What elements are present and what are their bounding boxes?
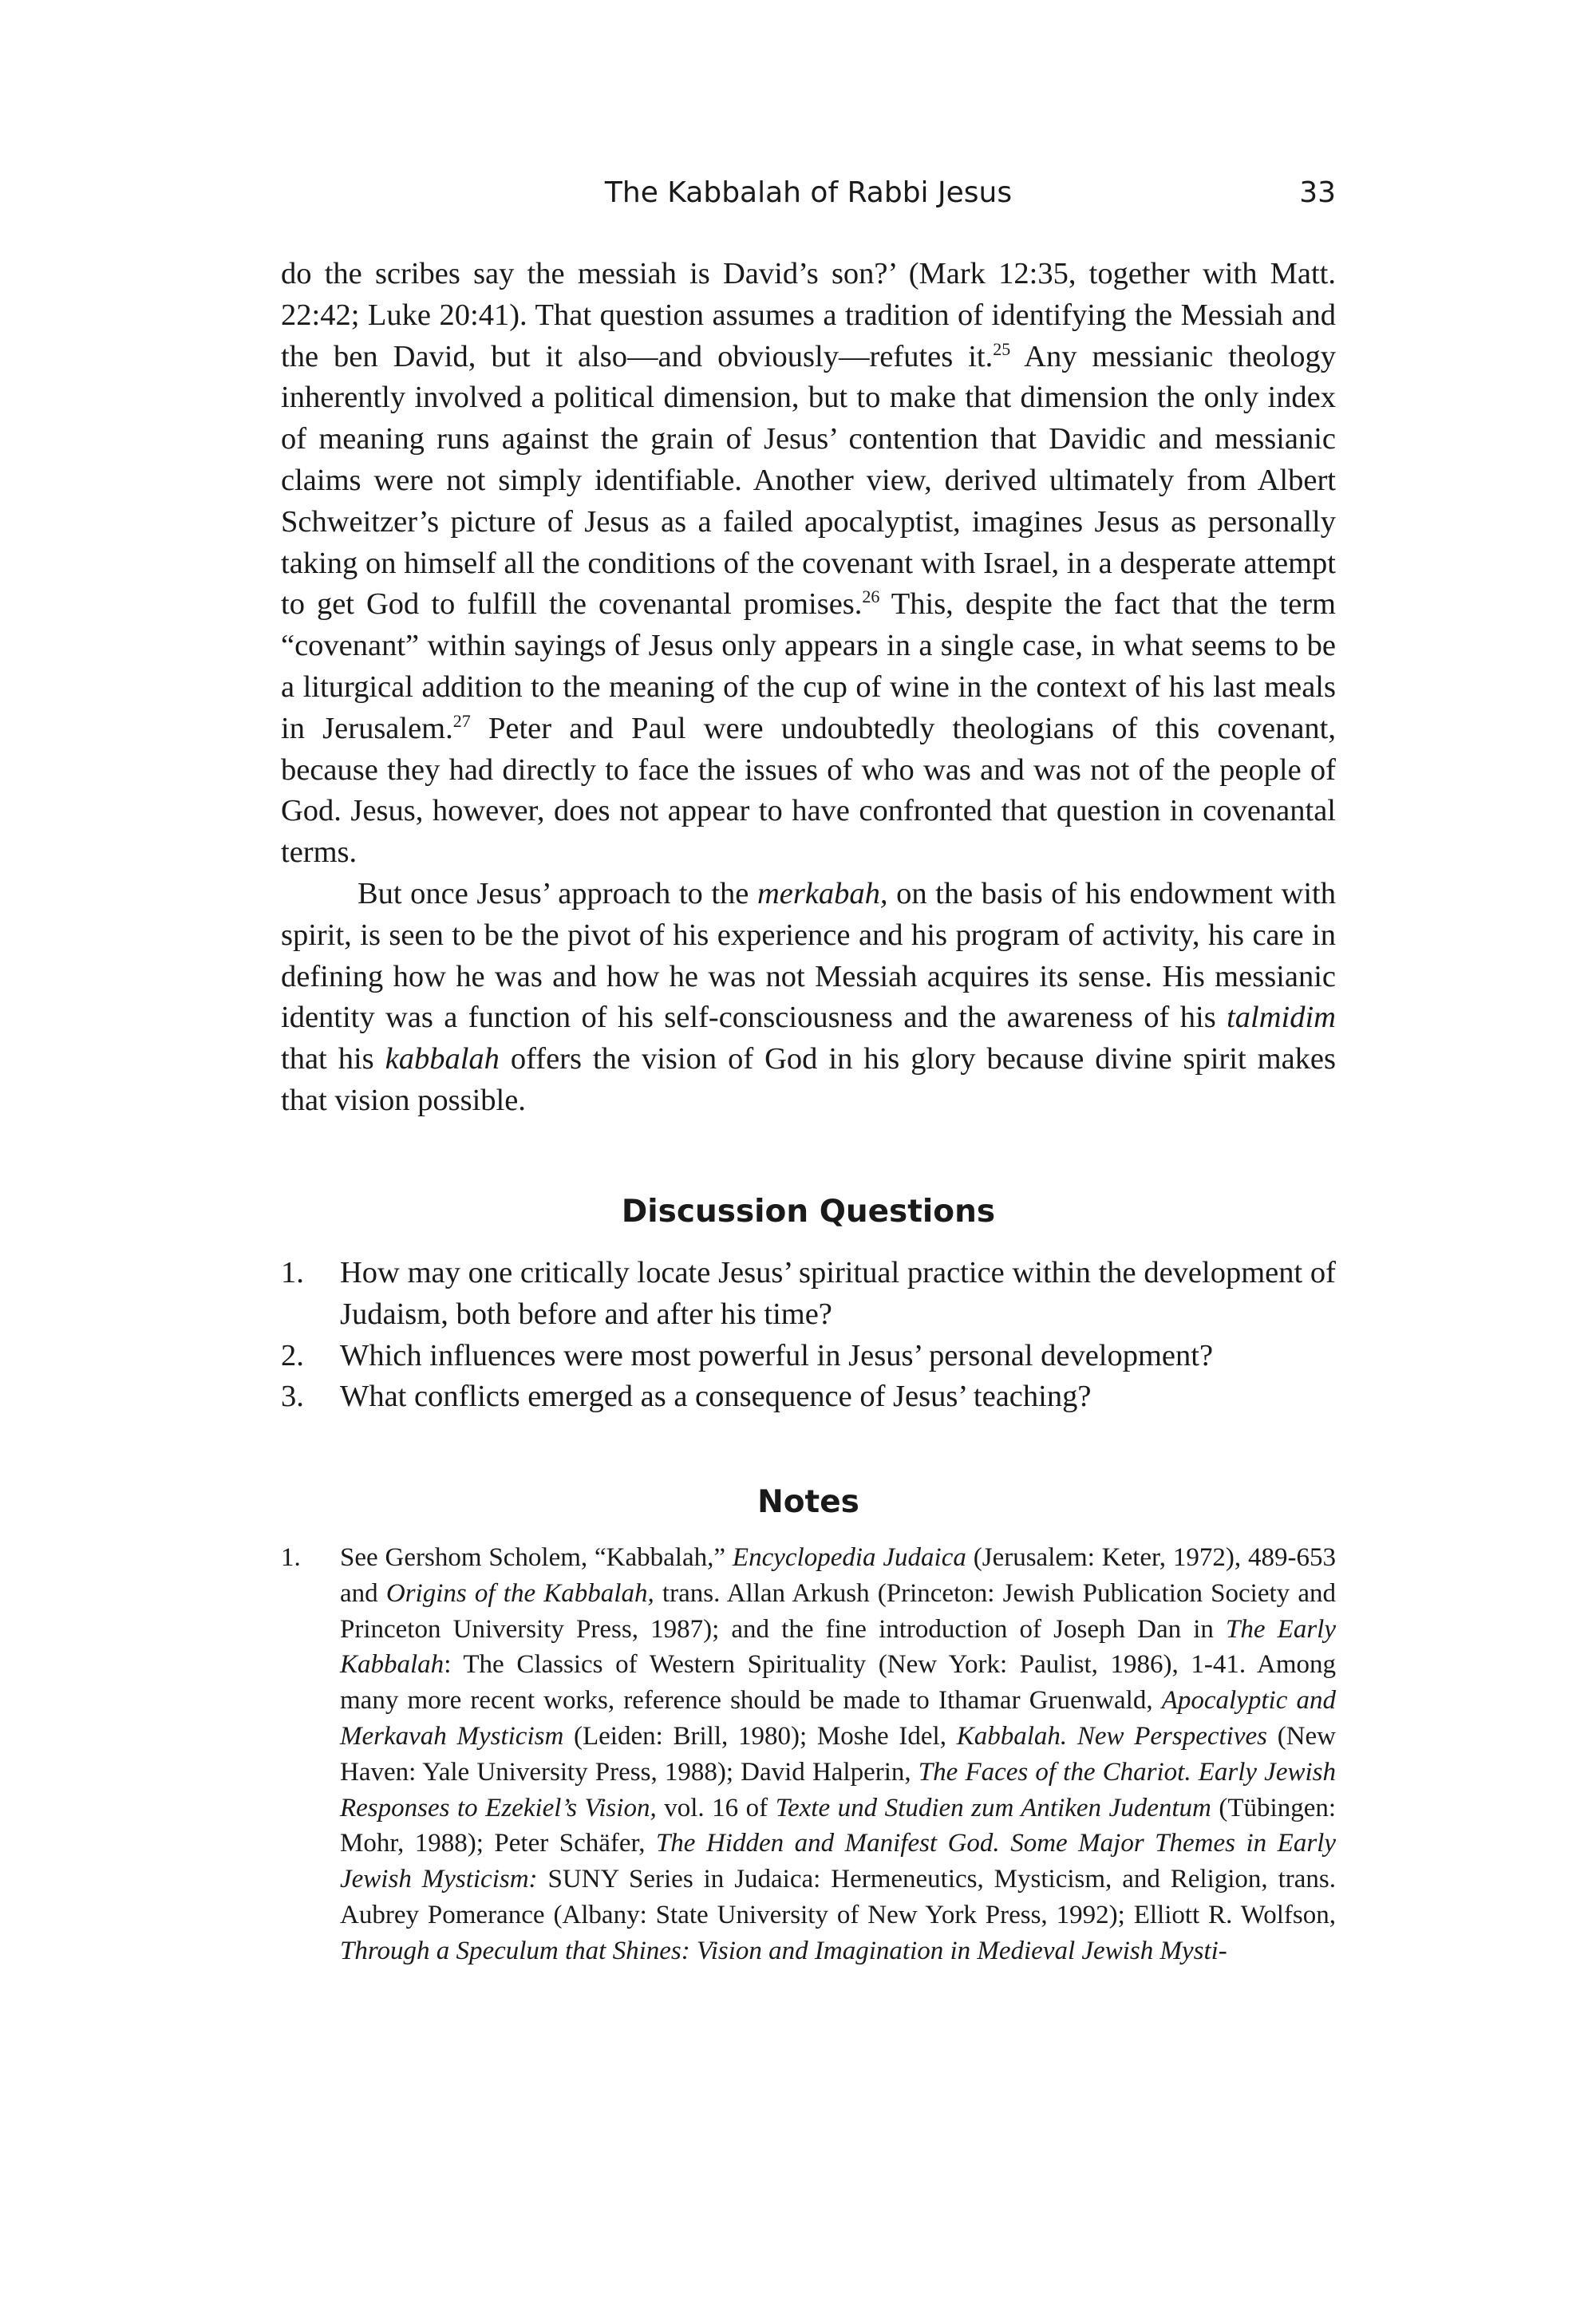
paragraph-2	[281, 874, 1336, 1122]
text-run: See Gershom Scholem, “Kabbalah,”	[340, 1543, 733, 1572]
italic-term: kabbalah	[385, 1042, 500, 1076]
note-item	[281, 1540, 1336, 1969]
item-text: What conflicts emerged as a consequence of Jesus’ teaching?	[340, 1380, 1092, 1414]
italic-title: Apocalyptic and Merkavah Mysticism	[340, 1686, 1336, 1751]
list-item	[281, 1336, 1336, 1377]
item-number: 1.	[281, 1256, 304, 1289]
list-item	[281, 1376, 1336, 1418]
notes-heading: Notes	[757, 1484, 859, 1520]
note-number: 1.	[281, 1543, 301, 1572]
text-run: (Leiden: Brill, 1980); Moshe Idel,	[563, 1721, 957, 1751]
text-run: (Tübingen: Mohr, 1988); Peter Schäfer,	[340, 1793, 1337, 1858]
text-run: (New Haven: Yale University Press, 1988); David Halperin,	[340, 1721, 1337, 1787]
footnote-ref: 25	[993, 338, 1011, 359]
notes-list	[281, 1540, 1336, 1969]
text-run: that his	[281, 1042, 385, 1076]
text-run: offers the vision of God in his glory because divine spirit makes that vision possible.	[281, 1042, 1336, 1117]
text-run: (Jerusalem: Keter, 1972), 489-653 and	[340, 1543, 1336, 1608]
item-number: 3.	[281, 1380, 304, 1414]
text-run: Any messianic theology inherently involved a political dimension, but to make that dimension the only index of meaning runs against the grain of Jesus’ contention that Davidic and messianic claims were not simply identifiable. Another view, derived ultimately from Albert Schweitzer’s picture of Jesus as a failed apocalyptist, imagines Jesus as personally taking on himself all the conditions of the covenant with Israel, in a desperate attempt to get God to fulfill the covenantal promises.	[281, 339, 1337, 622]
text-run: vol. 16 of	[656, 1793, 776, 1822]
text-run: do the scribes say the messiah is David’s son?’ (Mark 12:35, together with Matt. 22:42; Luke 20:41). That question assumes a tradition of identifying the Messiah and the ben David, but it also—and obviously—refutes it.	[281, 257, 1336, 373]
footnote-ref: 27	[452, 710, 471, 731]
italic-title: Through a Speculum that Shines: Vision and Imagination in Medieval Jewish Mysti-	[340, 1936, 1227, 1965]
text-run: on the basis of his endowment with spirit, is seen to be the pivot of his experience and his program of activity, his care in defining how he was and how he was not Messiah acquires its sense. His messianic identity was a function of his self-consciousness and the awareness of his	[281, 876, 1336, 1035]
discussion-questions-heading: Discussion Questions	[621, 1194, 996, 1230]
italic-title: The Faces of the Chariot. Early Jewish Responses to Ezekiel’s Vision,	[340, 1757, 1336, 1822]
item-text: Which influences were most powerful in Jesus’ personal development?	[340, 1338, 1214, 1372]
text-run: SUNY Series in Judaica: Hermeneutics, Mysticism, and Religion, trans. Aubrey Pomerance (Albany: State University of New York Press, 1992); Elliott R. Wolfson,	[340, 1865, 1337, 1929]
text-run: Peter and Paul were undoubtedly theologians of this covenant, because they had directly to face the issues of who was and was not of the people of God. Jesus, however, does not appear to have confronted that question in covenantal terms.	[281, 711, 1337, 870]
discussion-questions-list	[281, 1253, 1336, 1418]
italic-title: Texte und Studien zum Antiken Judentum	[775, 1793, 1211, 1822]
italic-title: Kabbalah. New Perspectives	[956, 1721, 1267, 1751]
italic-term: merkabah,	[757, 876, 888, 910]
text-run: trans. Allan Arkush (Princeton: Jewish Publication Society and Princeton University Press, 1987); and the fine introduction of Joseph Dan in	[340, 1578, 1336, 1644]
list-item	[281, 1253, 1336, 1336]
running-header	[281, 169, 1336, 217]
text-run: This, despite the fact that the term “covenant” within sayings of Jesus only appears in a single case, in what seems to be a liturgical addition to the meaning of the cup of wine in the context of his last meals in Jerusalem.	[281, 587, 1336, 745]
body-text	[281, 254, 1336, 1122]
italic-title: The Hidden and Manifest God. Some Major Themes in Early Jewish Mysticism:	[340, 1829, 1336, 1894]
running-title: The Kabbalah of Rabbi Jesus	[604, 176, 1013, 209]
italic-title: Encyclopedia Judaica	[732, 1543, 966, 1572]
italic-term: talmidim	[1227, 1001, 1336, 1035]
text-run: : The Classics of Western Spirituality (New York: Paulist, 1986), 1-41. Among many more recent works, reference should be made to Ithamar Gruenwald,	[340, 1650, 1336, 1716]
item-number: 2.	[281, 1338, 304, 1372]
italic-title: Origins of the Kabbalah,	[385, 1578, 654, 1608]
footnote-ref: 26	[862, 586, 880, 607]
paragraph-1	[281, 254, 1336, 874]
italic-title: The Early Kabbalah	[340, 1614, 1336, 1680]
page-number: 33	[1299, 176, 1336, 209]
item-text: How may one critically locate Jesus’ spiritual practice within the development of Judaism, both before and after his time?	[340, 1256, 1336, 1331]
text-run: But once Jesus’ approach to the	[358, 876, 757, 910]
